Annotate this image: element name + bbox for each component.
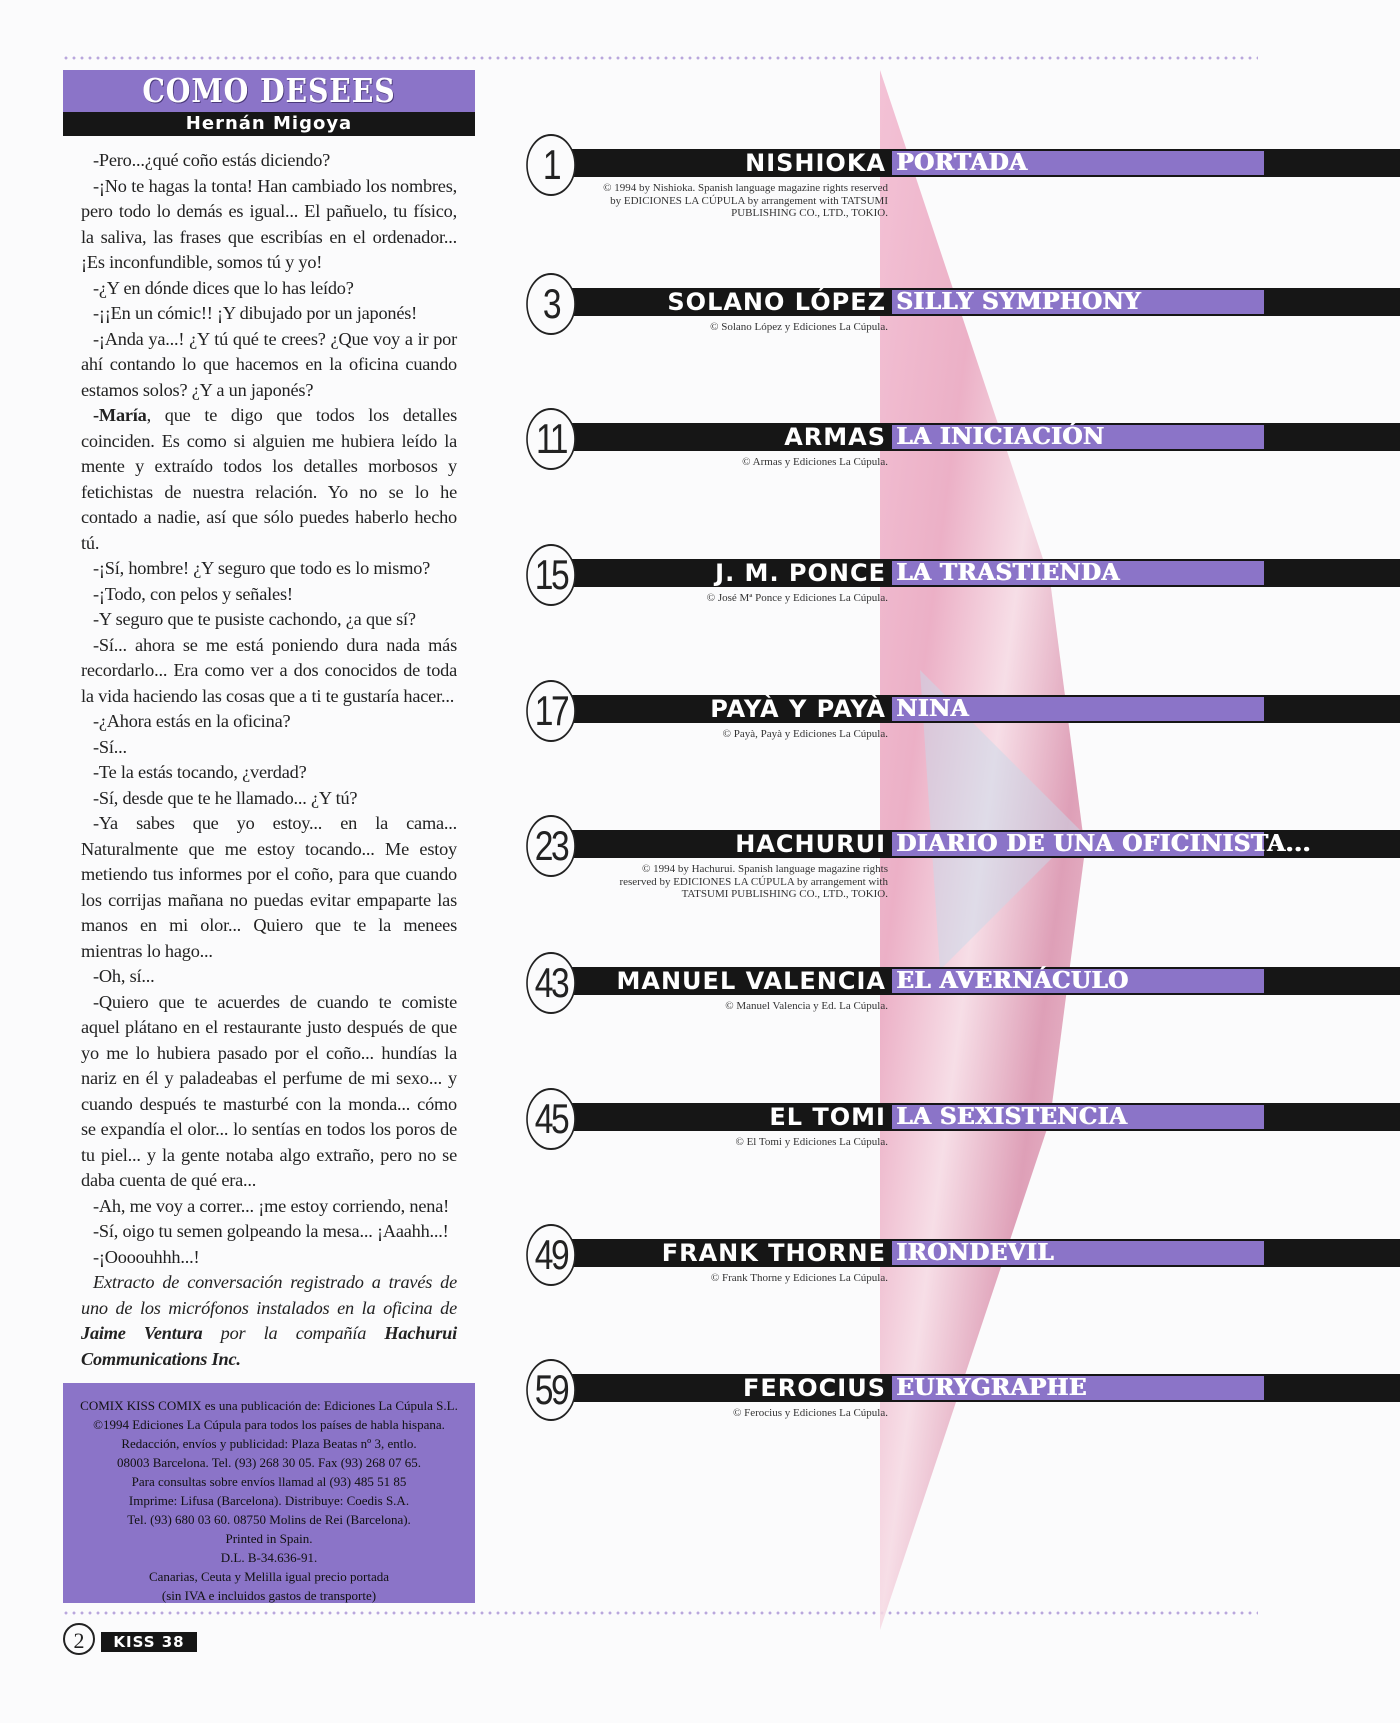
story-paragraph — [81, 760, 457, 786]
toc-credit-line: © Ferocius y Ediciones La Cúpula. — [733, 1407, 888, 1419]
story-paragraph-text: -¡No te hagas la tonta! Han cambiado los nombres, pero todo lo demás es igual... El pañuelo, tu físico, la saliva, las frases que escribías en el ordenador... ¡Es inconfundible, somos tú y yo! — [81, 175, 457, 272]
story-title-bar — [63, 70, 475, 112]
toc-author: HACHURUI — [735, 830, 886, 858]
toc-title: LA SEXISTENCIA — [892, 1105, 1264, 1129]
story-paragraph-text: -Oh, sí... — [93, 966, 155, 986]
toc-entry — [520, 273, 1260, 393]
story-paragraph-text: -¿Ahora estás en la oficina? — [93, 711, 291, 731]
toc-author: J. M. PONCE — [715, 559, 886, 587]
story-paragraph-text: -¡Anda ya...! ¿Y tú qué te crees? ¿Que voy a ir por ahí contando lo que hacemos en la oficina cuando estamos solos? ¿Y a un japonés? — [81, 328, 457, 400]
story-paragraph-text: -Quiero que te acuerdes de cuando te comiste aquel plátano en el restaurante justo después de que yo me lo hubiera pasado por el coño... hundías la nariz en él y paladeabas el perfume de mi sexo... y cuando después te masturbé con la monda... cómo se expandía el olor... lo sentías en todos los poros de tu piel... y la gente notaba algo extraño, pero no se daba cuenta de qué era... — [81, 991, 457, 1190]
toc-title: LA TRASTIENDA — [892, 561, 1264, 585]
story-paragraph-text: , que te digo que todos los detalles coinciden. Es como si alguien me hubiera leído la mente y extraído todos los detalles morbosos y fetichistas de nuestra relación. Yo no se lo he contado a nadie, así que sólo puedes haberlo hecho tú. — [81, 405, 457, 553]
toc-credit — [580, 321, 888, 334]
colophon-line: (sin IVA e incluidos gastos de transporte) — [161, 1588, 377, 1603]
issue-label: KISS 38 — [101, 1632, 197, 1652]
toc-author: FRANK THORNE — [661, 1239, 886, 1267]
toc-author: ARMAS — [784, 423, 886, 451]
toc-author: EL TOMI — [769, 1103, 886, 1131]
story-paragraph — [81, 1219, 457, 1245]
story-column — [63, 70, 475, 1372]
story-paragraph-text: -¡Oooouhhh...! — [93, 1246, 200, 1267]
toc-credit-line: by EDICIONES LA CÚPULA by arrangement with TATSUMI — [610, 194, 888, 207]
toc-entry — [520, 815, 1311, 935]
toc-entry — [520, 134, 1260, 254]
toc-page-number: 11 — [526, 408, 576, 470]
toc-page-number: 45 — [526, 1088, 576, 1150]
colophon-line: Printed in Spain. — [225, 1531, 313, 1546]
toc-title: EL AVERNÁCULO — [892, 969, 1264, 993]
story-paragraph — [81, 1245, 457, 1271]
story-paragraph-text: -¿Y en dónde dices que lo has leído? — [93, 277, 354, 298]
toc-author: MANUEL VALENCIA — [616, 967, 886, 995]
story-paragraph — [81, 964, 457, 990]
toc-title: DIARIO DE UNA OFICINISTA... — [892, 832, 1264, 856]
toc-page-number: 3 — [526, 273, 576, 335]
story-paragraph-text: -¡Todo, con pelos y señales! — [93, 583, 293, 604]
toc-credit-line: PUBLISHING CO., LTD., TOKIO. — [731, 207, 888, 219]
toc-credit — [580, 1000, 888, 1013]
toc-entry — [520, 680, 1260, 800]
story-paragraph — [81, 403, 457, 556]
story-paragraph — [81, 811, 457, 964]
story-paragraph-text: -Sí... — [93, 736, 127, 757]
toc-title: NINA — [892, 697, 1264, 721]
story-paragraph-text: -Sí, oigo tu semen golpeando la mesa... ¡Aaahh...! — [93, 1221, 449, 1241]
colophon-line: Para consultas sobre envíos llamad al (93) 485 51 85 — [131, 1474, 407, 1489]
colophon-line: Redacción, envíos y publicidad: Plaza Beatas nº 3, entlo. — [121, 1436, 417, 1451]
toc-credit-line: © 1994 by Nishioka. Spanish language magazine rights reserved — [603, 182, 888, 194]
toc-entry — [520, 1088, 1260, 1208]
story-paragraph — [81, 174, 457, 276]
toc-title: PORTADA — [892, 151, 1264, 175]
toc-credit-line: © El Tomi y Ediciones La Cúpula. — [735, 1136, 888, 1148]
story-character-name: -María — [93, 405, 147, 425]
colophon-line: Imprime: Lifusa (Barcelona). Distribuye: Coedis S.A. — [128, 1493, 410, 1508]
story-paragraph — [81, 148, 457, 174]
story-paragraph — [81, 607, 457, 633]
colophon-line: ©1994 Ediciones La Cúpula para todos los países de habla hispana. — [93, 1417, 445, 1432]
story-paragraph — [81, 276, 457, 302]
story-paragraph — [81, 990, 457, 1194]
page-number: 2 — [63, 1623, 95, 1655]
toc-credit — [580, 1136, 888, 1149]
story-paragraph-text: -Te la estás tocando, ¿verdad? — [93, 762, 307, 782]
toc-entry — [520, 1359, 1260, 1479]
toc-credit-line: © 1994 by Hachurui. Spanish language magazine rights — [641, 863, 888, 875]
toc-credit-line: © Frank Thorne y Ediciones La Cúpula. — [710, 1272, 888, 1284]
toc-credit-line: TATSUMI PUBLISHING CO., LTD., TOKIO. — [681, 888, 888, 900]
colophon-line: Tel. (93) 680 03 60. 08750 Molins de Rei (Barcelona). — [127, 1512, 411, 1527]
story-paragraph — [81, 556, 457, 582]
toc-page-number: 49 — [526, 1224, 576, 1286]
story-paragraph-text: -Sí... ahora se me está poniendo dura nada más recordarlo... Era como ver a dos conocidos de toda la vida haciendo las cosas que a ti te gustaría hacer... — [81, 634, 457, 706]
toc-credit-line: © Manuel Valencia y Ed. La Cúpula. — [725, 1000, 888, 1012]
story-paragraph-text: -Y seguro que te pusiste cachondo, ¿a que sí? — [93, 609, 416, 629]
story-paragraph — [81, 582, 457, 608]
colophon — [63, 1383, 475, 1603]
toc-credit — [580, 1272, 888, 1285]
story-closing-note — [81, 1270, 457, 1372]
closing-part2: por la compañía — [202, 1323, 385, 1343]
story-title: COMO DESEES — [92, 70, 446, 112]
toc-title: LA INICIACIÓN — [892, 425, 1264, 449]
closing-bold2: Hachurui Communications Inc. — [81, 1323, 457, 1369]
toc-entry — [520, 952, 1260, 1072]
story-paragraph-text: -Ah, me voy a correr... ¡me estoy corriendo, nena! — [93, 1195, 449, 1216]
closing-bold1: Jaime Ventura — [81, 1323, 203, 1343]
story-paragraph — [81, 633, 457, 710]
colophon-line: 08003 Barcelona. Tel. (93) 268 30 05. Fax (93) 268 07 65. — [117, 1455, 421, 1470]
story-paragraph — [81, 709, 457, 735]
toc-page-number: 15 — [526, 544, 576, 606]
story-paragraph-text: -Pero...¿qué coño estás diciendo? — [93, 150, 331, 170]
story-paragraph-text: -¡Sí, hombre! ¿Y seguro que todo es lo mismo? — [93, 558, 431, 578]
toc-title: EURYGRAPHE — [892, 1376, 1264, 1400]
toc-credit-line: © José Mª Ponce y Ediciones La Cúpula. — [706, 592, 888, 604]
toc-credit-line: © Solano López y Ediciones La Cúpula. — [710, 321, 888, 333]
toc-credit — [580, 728, 888, 741]
story-paragraph — [81, 301, 457, 327]
toc-title: SILLY SYMPHONY — [892, 290, 1264, 314]
toc-page-number: 59 — [526, 1359, 576, 1421]
story-text — [63, 136, 475, 1372]
story-paragraph — [81, 1194, 457, 1220]
toc-credit-line: reserved by EDICIONES LA CÚPULA by arrangement with — [619, 875, 888, 888]
story-paragraph-text: -¡¡En un cómic!! ¡Y dibujado por un japonés! — [93, 303, 418, 323]
toc-credit-line: © Payà, Payà y Ediciones La Cúpula. — [722, 728, 888, 740]
closing-part1: Extracto de conversación registrado a través de uno de los micrófonos instalados en la oficina de — [81, 1272, 457, 1318]
toc-title: IRONDEVIL — [892, 1241, 1264, 1265]
toc-entry — [520, 544, 1260, 664]
story-paragraph-text: -Sí, desde que te he llamado... ¿Y tú? — [93, 787, 358, 808]
story-paragraph — [81, 786, 457, 812]
story-author: Hernán Migoya — [63, 112, 475, 136]
colophon-line: Canarias, Ceuta y Melilla igual precio portada — [148, 1569, 390, 1584]
toc-page-number: 43 — [526, 952, 576, 1014]
story-paragraph — [81, 735, 457, 761]
toc-credit — [580, 592, 888, 605]
toc-entry — [520, 1224, 1260, 1344]
story-paragraph — [81, 327, 457, 404]
toc-page-number: 1 — [526, 134, 576, 196]
toc-page-number: 23 — [526, 815, 576, 877]
toc-credit — [580, 1407, 888, 1420]
top-dotted-rule — [62, 56, 1258, 60]
story-paragraph-text: -Ya sabes que yo estoy... en la cama... Naturalmente que me estoy tocando... Me estoy metiendo tus informes por el coño, para que cuando los corrijas mañana no puedas evitar empaparte las manos en mi olor... Quiero que te la menees mientras lo hago... — [81, 813, 457, 961]
colophon-line: COMIX KISS COMIX es una publicación de: Ediciones La Cúpula S.L. — [80, 1398, 458, 1413]
toc-credit — [580, 456, 888, 469]
toc-credit — [580, 863, 888, 901]
toc-author: FEROCIUS — [743, 1374, 886, 1402]
toc-author: SOLANO LÓPEZ — [667, 288, 886, 316]
toc-credit — [580, 182, 888, 220]
colophon-line: D.L. B-34.636-91. — [220, 1550, 318, 1565]
toc-author: NISHIOKA — [745, 149, 886, 177]
toc-page-number: 17 — [526, 680, 576, 742]
toc-entry — [520, 408, 1260, 528]
toc-author: PAYÀ Y PAYÀ — [710, 695, 886, 723]
toc-credit-line: © Armas y Ediciones La Cúpula. — [742, 456, 888, 468]
